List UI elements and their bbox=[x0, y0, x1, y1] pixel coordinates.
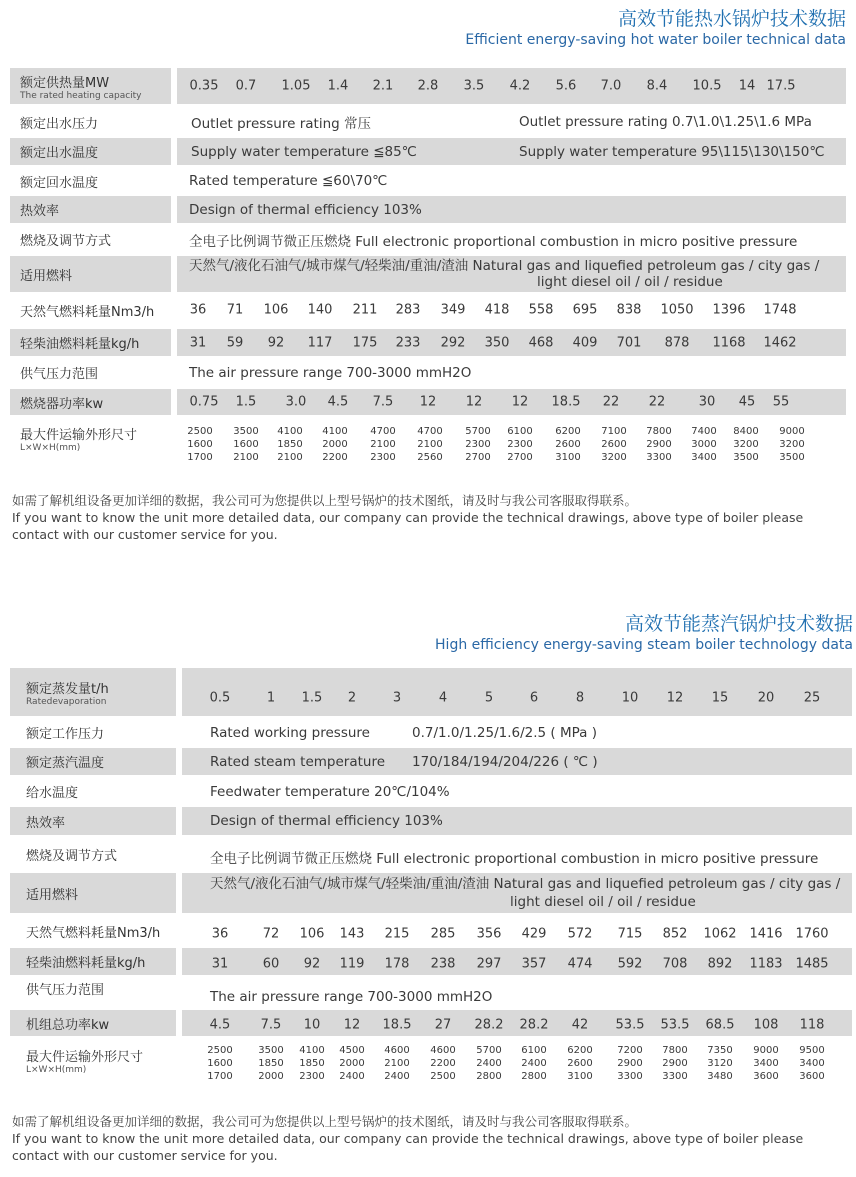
row-return-temperature bbox=[10, 167, 846, 195]
row-working-pressure bbox=[10, 719, 852, 746]
label-zh: 额定回水温度 bbox=[20, 175, 99, 191]
evap-values bbox=[182, 668, 852, 716]
value-cell: 0.35 bbox=[189, 78, 219, 94]
steam-note bbox=[12, 1113, 848, 1164]
value-cell: 72 bbox=[262, 926, 280, 942]
size-cell: 9000 3400 3600 bbox=[753, 1045, 779, 1082]
value-cell: 5 bbox=[484, 690, 494, 706]
value-cell: 695 bbox=[572, 302, 598, 318]
value-cell: 30 bbox=[698, 394, 716, 410]
label-zh: 额定蒸汽温度 bbox=[26, 756, 105, 771]
value-cell: 20 bbox=[757, 690, 775, 706]
row-diesel-consumption bbox=[10, 329, 846, 356]
value-cell: 7.5 bbox=[260, 1017, 282, 1033]
size-cell: 6100 2400 2800 bbox=[521, 1045, 547, 1082]
label-zh: 燃烧及调节方式 bbox=[20, 234, 112, 249]
value-cell: 1462 bbox=[763, 335, 797, 350]
value-cell: 572 bbox=[567, 926, 593, 942]
value-cell: 1.5 bbox=[235, 394, 257, 410]
value-cell: 53.5 bbox=[660, 1017, 690, 1033]
size-cell: 4700 2100 2300 bbox=[370, 426, 396, 463]
fuel-line-1: 天然气/液化石油气/城市煤气/轻柴油/重油/渣油 Natural gas and liquefied petroleum gas / city gas / bbox=[210, 876, 841, 892]
value-cell: 143 bbox=[339, 926, 365, 942]
size-cell: 7100 2600 3200 bbox=[601, 426, 627, 463]
value-cell: 60 bbox=[262, 956, 280, 971]
value-cell: 10 bbox=[621, 690, 639, 706]
value-cell: 715 bbox=[617, 926, 643, 942]
row-air-pressure bbox=[10, 977, 852, 1009]
value-cell: 1.4 bbox=[327, 78, 349, 94]
value-cell: 350 bbox=[484, 335, 510, 350]
value-cell: 0.5 bbox=[209, 690, 231, 706]
row-gas-consumption bbox=[10, 295, 846, 325]
value-cell: 4 bbox=[438, 690, 448, 706]
value-cell: 117 bbox=[307, 335, 333, 350]
value-cell: 59 bbox=[226, 335, 244, 350]
value-cell: 211 bbox=[352, 302, 378, 318]
value-cell: 1050 bbox=[660, 302, 694, 318]
wp-left: Rated working pressure bbox=[210, 724, 370, 741]
value-cell: 10 bbox=[303, 1017, 321, 1033]
value-cell: 106 bbox=[263, 302, 289, 318]
label-zh: 燃烧器功率kw bbox=[20, 396, 104, 412]
row-thermal-efficiency bbox=[10, 196, 846, 223]
value-cell: 1183 bbox=[749, 956, 783, 971]
size-cell: 4700 2100 2560 bbox=[417, 426, 443, 463]
value-cell: 852 bbox=[662, 926, 688, 942]
value-cell: 0.75 bbox=[189, 394, 219, 410]
value-cell: 1396 bbox=[712, 302, 746, 318]
label-zh: 轻柴油燃料耗量kg/h bbox=[26, 956, 146, 971]
row-air-pressure bbox=[10, 358, 846, 387]
value-cell: 5.6 bbox=[555, 78, 577, 94]
capacity-values bbox=[177, 68, 846, 104]
note-zh: 如需了解机组设备更加详细的数据，我公司可为您提供以上型号锅炉的技术图纸，请及时与我公司客服取得联系。 bbox=[12, 1114, 638, 1129]
value-cell: 357 bbox=[521, 956, 547, 971]
value-cell: 71 bbox=[226, 302, 244, 318]
fuel-line-2: light diesel oil / oil / residue bbox=[537, 274, 723, 290]
hot-title-en: Efficient energy-saving hot water boiler technical data bbox=[465, 32, 846, 48]
size-cell: 2500 1600 1700 bbox=[207, 1045, 233, 1082]
value-cell: 106 bbox=[299, 926, 325, 942]
size-cell: 7400 3000 3400 bbox=[691, 426, 717, 463]
row-diesel-consumption bbox=[10, 948, 852, 975]
value-cell: 27 bbox=[434, 1017, 452, 1033]
gas-values bbox=[177, 295, 846, 325]
pressure-left: Outlet pressure rating 常压 bbox=[191, 116, 372, 132]
label-zh: 热效率 bbox=[26, 815, 66, 831]
value-cell: 1168 bbox=[712, 335, 746, 350]
value-cell: 708 bbox=[662, 956, 688, 971]
size-cell: 6200 2600 3100 bbox=[555, 426, 581, 463]
row-outlet-temperature bbox=[10, 138, 846, 165]
hot-note bbox=[12, 492, 848, 543]
size-cell: 7800 2900 3300 bbox=[646, 426, 672, 463]
value-cell: 18.5 bbox=[551, 394, 581, 410]
temp-out-left: Supply water temperature ≦85℃ bbox=[191, 143, 417, 160]
size-cell: 5700 2400 2800 bbox=[476, 1045, 502, 1082]
size-cell: 4100 1850 2100 bbox=[277, 426, 303, 463]
row-max-size bbox=[10, 1040, 852, 1088]
size-cell: 7350 3120 3480 bbox=[707, 1045, 733, 1082]
fuel-line-1: 天然气/液化石油气/城市煤气/轻柴油/重油/渣油 Natural gas and liquefied petroleum gas / city gas / bbox=[189, 258, 820, 274]
value-cell: 1416 bbox=[749, 926, 783, 942]
note-en: If you want to know the unit more detailed data, our company can provide the technical drawings, above type of boiler please contact with our customer service for you. bbox=[12, 1131, 804, 1163]
row-feedwater-temperature bbox=[10, 777, 852, 806]
value-cell: 429 bbox=[521, 926, 547, 942]
value-cell: 178 bbox=[384, 956, 410, 971]
value-cell: 12 bbox=[465, 394, 483, 410]
value-cell: 92 bbox=[267, 335, 285, 350]
row-applicable-fuel bbox=[10, 873, 852, 913]
value-cell: 36 bbox=[211, 926, 229, 942]
value-cell: 92 bbox=[303, 956, 321, 971]
value-cell: 474 bbox=[567, 956, 593, 971]
size-cell: 2500 1600 1700 bbox=[187, 426, 213, 463]
value-cell: 108 bbox=[753, 1017, 779, 1033]
value-cell: 8.4 bbox=[646, 78, 668, 94]
label-zh: 轻柴油燃料耗量kg/h bbox=[20, 337, 140, 352]
size-cell: 5700 2300 2700 bbox=[465, 426, 491, 463]
value-cell: 1 bbox=[266, 690, 276, 706]
label-zh: 最大件运输外形尺寸 bbox=[26, 1050, 144, 1065]
value-cell: 3.5 bbox=[463, 78, 485, 94]
value-cell: 7.0 bbox=[600, 78, 622, 94]
value-cell: 175 bbox=[352, 335, 378, 350]
label-zh: 适用燃料 bbox=[26, 887, 79, 903]
value-cell: 28.2 bbox=[519, 1017, 549, 1033]
value-cell: 418 bbox=[484, 302, 510, 318]
value-cell: 6 bbox=[529, 690, 539, 706]
label-zh: 额定供热量MW bbox=[20, 75, 110, 91]
value-cell: 592 bbox=[617, 956, 643, 971]
label-zh: 额定出水压力 bbox=[20, 116, 99, 132]
steam-title-zh: 高效节能蒸汽锅炉技术数据 bbox=[624, 613, 853, 635]
air-text: The air pressure range 700-3000 mmH2O bbox=[210, 989, 493, 1005]
value-cell: 4.5 bbox=[327, 394, 349, 410]
gas-values bbox=[182, 916, 852, 946]
size-cell: 7200 2900 3300 bbox=[617, 1045, 643, 1082]
value-cell: 17.5 bbox=[766, 78, 796, 94]
value-cell: 2.8 bbox=[417, 78, 439, 94]
row-max-size bbox=[10, 418, 846, 466]
value-cell: 31 bbox=[211, 956, 229, 971]
value-cell: 25 bbox=[803, 690, 821, 706]
value-cell: 3 bbox=[392, 690, 402, 706]
label-zh: 额定出水温度 bbox=[20, 146, 99, 161]
value-cell: 0.7 bbox=[235, 78, 257, 94]
label-en: The rated heating capacity bbox=[20, 90, 142, 101]
row-combustion-mode bbox=[10, 837, 852, 871]
burner-values bbox=[177, 389, 846, 415]
wp-right: 0.7/1.0/1.25/1.6/2.5 ( MPa ) bbox=[412, 724, 597, 741]
row-outlet-pressure bbox=[10, 108, 846, 136]
value-cell: 45 bbox=[738, 394, 756, 410]
diesel-values bbox=[177, 329, 846, 356]
row-steam-temperature bbox=[10, 748, 852, 775]
value-cell: 1.5 bbox=[301, 690, 323, 706]
value-cell: 238 bbox=[430, 956, 456, 971]
size-cell: 8400 3200 3500 bbox=[733, 426, 759, 463]
value-cell: 22 bbox=[648, 394, 666, 410]
label-zh: 热效率 bbox=[20, 204, 60, 219]
value-cell: 12 bbox=[511, 394, 529, 410]
value-cell: 36 bbox=[189, 302, 207, 318]
value-cell: 409 bbox=[572, 335, 598, 350]
value-cell: 1748 bbox=[763, 302, 797, 318]
value-cell: 878 bbox=[664, 335, 690, 350]
label-zh: 燃烧及调节方式 bbox=[26, 848, 118, 864]
steam-title-en: High efficiency energy-saving steam boiler technology data bbox=[435, 637, 853, 653]
value-cell: 12 bbox=[419, 394, 437, 410]
size-cell: 4600 2100 2400 bbox=[384, 1045, 410, 1082]
row-heating-capacity bbox=[10, 68, 846, 104]
label-en: L×W×H(mm) bbox=[20, 443, 81, 453]
value-cell: 3.0 bbox=[285, 394, 307, 410]
label-zh: 最大件运输外形尺寸 bbox=[20, 428, 138, 443]
st-right: 170/184/194/204/226 ( ℃ ) bbox=[412, 753, 598, 770]
row-burner-power bbox=[10, 389, 846, 415]
value-cell: 892 bbox=[707, 956, 733, 971]
label-zh: 适用燃料 bbox=[20, 268, 73, 284]
return-temp-text: Rated temperature ≦60\70℃ bbox=[189, 173, 388, 189]
label-en: L×W×H(mm) bbox=[26, 1065, 87, 1075]
value-cell: 292 bbox=[440, 335, 466, 350]
value-cell: 1062 bbox=[703, 926, 737, 942]
value-cell: 838 bbox=[616, 302, 642, 318]
label-zh: 天然气燃料耗量Nm3/h bbox=[20, 304, 155, 320]
label-zh: 额定蒸发量t/h bbox=[26, 681, 109, 697]
row-total-power bbox=[10, 1010, 852, 1036]
value-cell: 233 bbox=[395, 335, 421, 350]
air-text: The air pressure range 700-3000 mmH2O bbox=[189, 364, 472, 381]
value-cell: 2 bbox=[347, 690, 357, 706]
efficiency-text: Design of thermal efficiency 103% bbox=[189, 201, 422, 218]
note-en: If you want to know the unit more detailed data, our company can provide the technical drawings, above type of boiler please contact with our customer service for you. bbox=[12, 510, 804, 542]
label-zh: 供气压力范围 bbox=[20, 367, 99, 382]
value-cell: 1.05 bbox=[281, 78, 311, 94]
value-cell: 4.5 bbox=[209, 1017, 231, 1033]
size-cell: 6200 2600 3100 bbox=[567, 1045, 593, 1082]
value-cell: 701 bbox=[616, 335, 642, 350]
diesel-values bbox=[182, 948, 852, 975]
size-cell: 9000 3200 3500 bbox=[779, 426, 805, 463]
row-thermal-efficiency bbox=[10, 807, 852, 835]
value-cell: 10.5 bbox=[692, 78, 722, 94]
value-cell: 53.5 bbox=[615, 1017, 645, 1033]
value-cell: 12 bbox=[343, 1017, 361, 1033]
value-cell: 42 bbox=[571, 1017, 589, 1033]
label-zh: 机组总功率kw bbox=[26, 1017, 110, 1033]
label-en: Ratedevaporation bbox=[26, 696, 107, 707]
value-cell: 28.2 bbox=[474, 1017, 504, 1033]
label-zh: 额定工作压力 bbox=[26, 727, 105, 742]
row-combustion-mode bbox=[10, 225, 846, 254]
value-cell: 349 bbox=[440, 302, 466, 318]
value-cell: 2.1 bbox=[372, 78, 394, 94]
row-gas-consumption bbox=[10, 916, 852, 946]
value-cell: 468 bbox=[528, 335, 554, 350]
pressure-right: Outlet pressure rating 0.7\1.0\1.25\1.6 MPa bbox=[519, 114, 812, 130]
label-zh: 天然气燃料耗量Nm3/h bbox=[26, 925, 161, 941]
temp-out-right: Supply water temperature 95\115\130\150℃ bbox=[519, 143, 825, 160]
value-cell: 4.2 bbox=[509, 78, 531, 94]
size-cell: 9500 3400 3600 bbox=[799, 1045, 825, 1082]
feed-text: Feedwater temperature 20℃/104% bbox=[210, 783, 450, 800]
size-cell: 7800 2900 3300 bbox=[662, 1045, 688, 1082]
size-cell: 4100 2000 2200 bbox=[322, 426, 348, 463]
value-cell: 283 bbox=[395, 302, 421, 318]
size-cell: 3500 1850 2000 bbox=[258, 1045, 284, 1082]
label-zh: 供气压力范围 bbox=[26, 983, 105, 998]
value-cell: 31 bbox=[189, 335, 207, 350]
note-zh: 如需了解机组设备更加详细的数据，我公司可为您提供以上型号锅炉的技术图纸，请及时与我公司客服取得联系。 bbox=[12, 493, 638, 508]
hot-title-zh: 高效节能热水锅炉技术数据 bbox=[617, 8, 846, 30]
value-cell: 1760 bbox=[795, 926, 829, 942]
value-cell: 119 bbox=[339, 956, 365, 971]
combustion-text: 全电子比例调节微正压燃烧 Full electronic proportional combustion in micro positive pressure bbox=[189, 233, 798, 250]
size-cell: 6100 2300 2700 bbox=[507, 426, 533, 463]
efficiency-text: Design of thermal efficiency 103% bbox=[210, 813, 443, 829]
value-cell: 14 bbox=[738, 78, 756, 94]
size-cell: 4500 2000 2400 bbox=[339, 1045, 365, 1082]
value-cell: 18.5 bbox=[382, 1017, 412, 1033]
value-cell: 558 bbox=[528, 302, 554, 318]
st-left: Rated steam temperature bbox=[210, 753, 386, 770]
value-cell: 15 bbox=[711, 690, 729, 706]
size-values bbox=[177, 418, 846, 466]
power-values bbox=[182, 1010, 852, 1036]
value-cell: 22 bbox=[602, 394, 620, 410]
value-cell: 140 bbox=[307, 302, 333, 318]
value-cell: 1485 bbox=[795, 956, 829, 971]
value-cell: 8 bbox=[575, 690, 585, 706]
value-cell: 285 bbox=[430, 926, 456, 942]
size-cell: 3500 1600 2100 bbox=[233, 426, 259, 463]
size-cell: 4100 1850 2300 bbox=[299, 1045, 325, 1082]
value-cell: 68.5 bbox=[705, 1017, 735, 1033]
combustion-text: 全电子比例调节微正压燃烧 Full electronic proportional combustion in micro positive pressure bbox=[210, 851, 819, 867]
row-applicable-fuel bbox=[10, 256, 846, 292]
fuel-line-2: light diesel oil / oil / residue bbox=[510, 894, 696, 910]
value-cell: 356 bbox=[476, 926, 502, 942]
size-cell: 4600 2200 2500 bbox=[430, 1045, 456, 1082]
value-cell: 12 bbox=[666, 690, 684, 706]
value-cell: 118 bbox=[799, 1017, 825, 1033]
value-cell: 7.5 bbox=[372, 394, 394, 410]
size-values bbox=[182, 1040, 852, 1088]
row-rated-evaporation bbox=[10, 668, 852, 716]
label-zh: 给水温度 bbox=[26, 786, 79, 801]
value-cell: 297 bbox=[476, 956, 502, 971]
value-cell: 55 bbox=[772, 394, 790, 410]
value-cell: 215 bbox=[384, 926, 410, 942]
